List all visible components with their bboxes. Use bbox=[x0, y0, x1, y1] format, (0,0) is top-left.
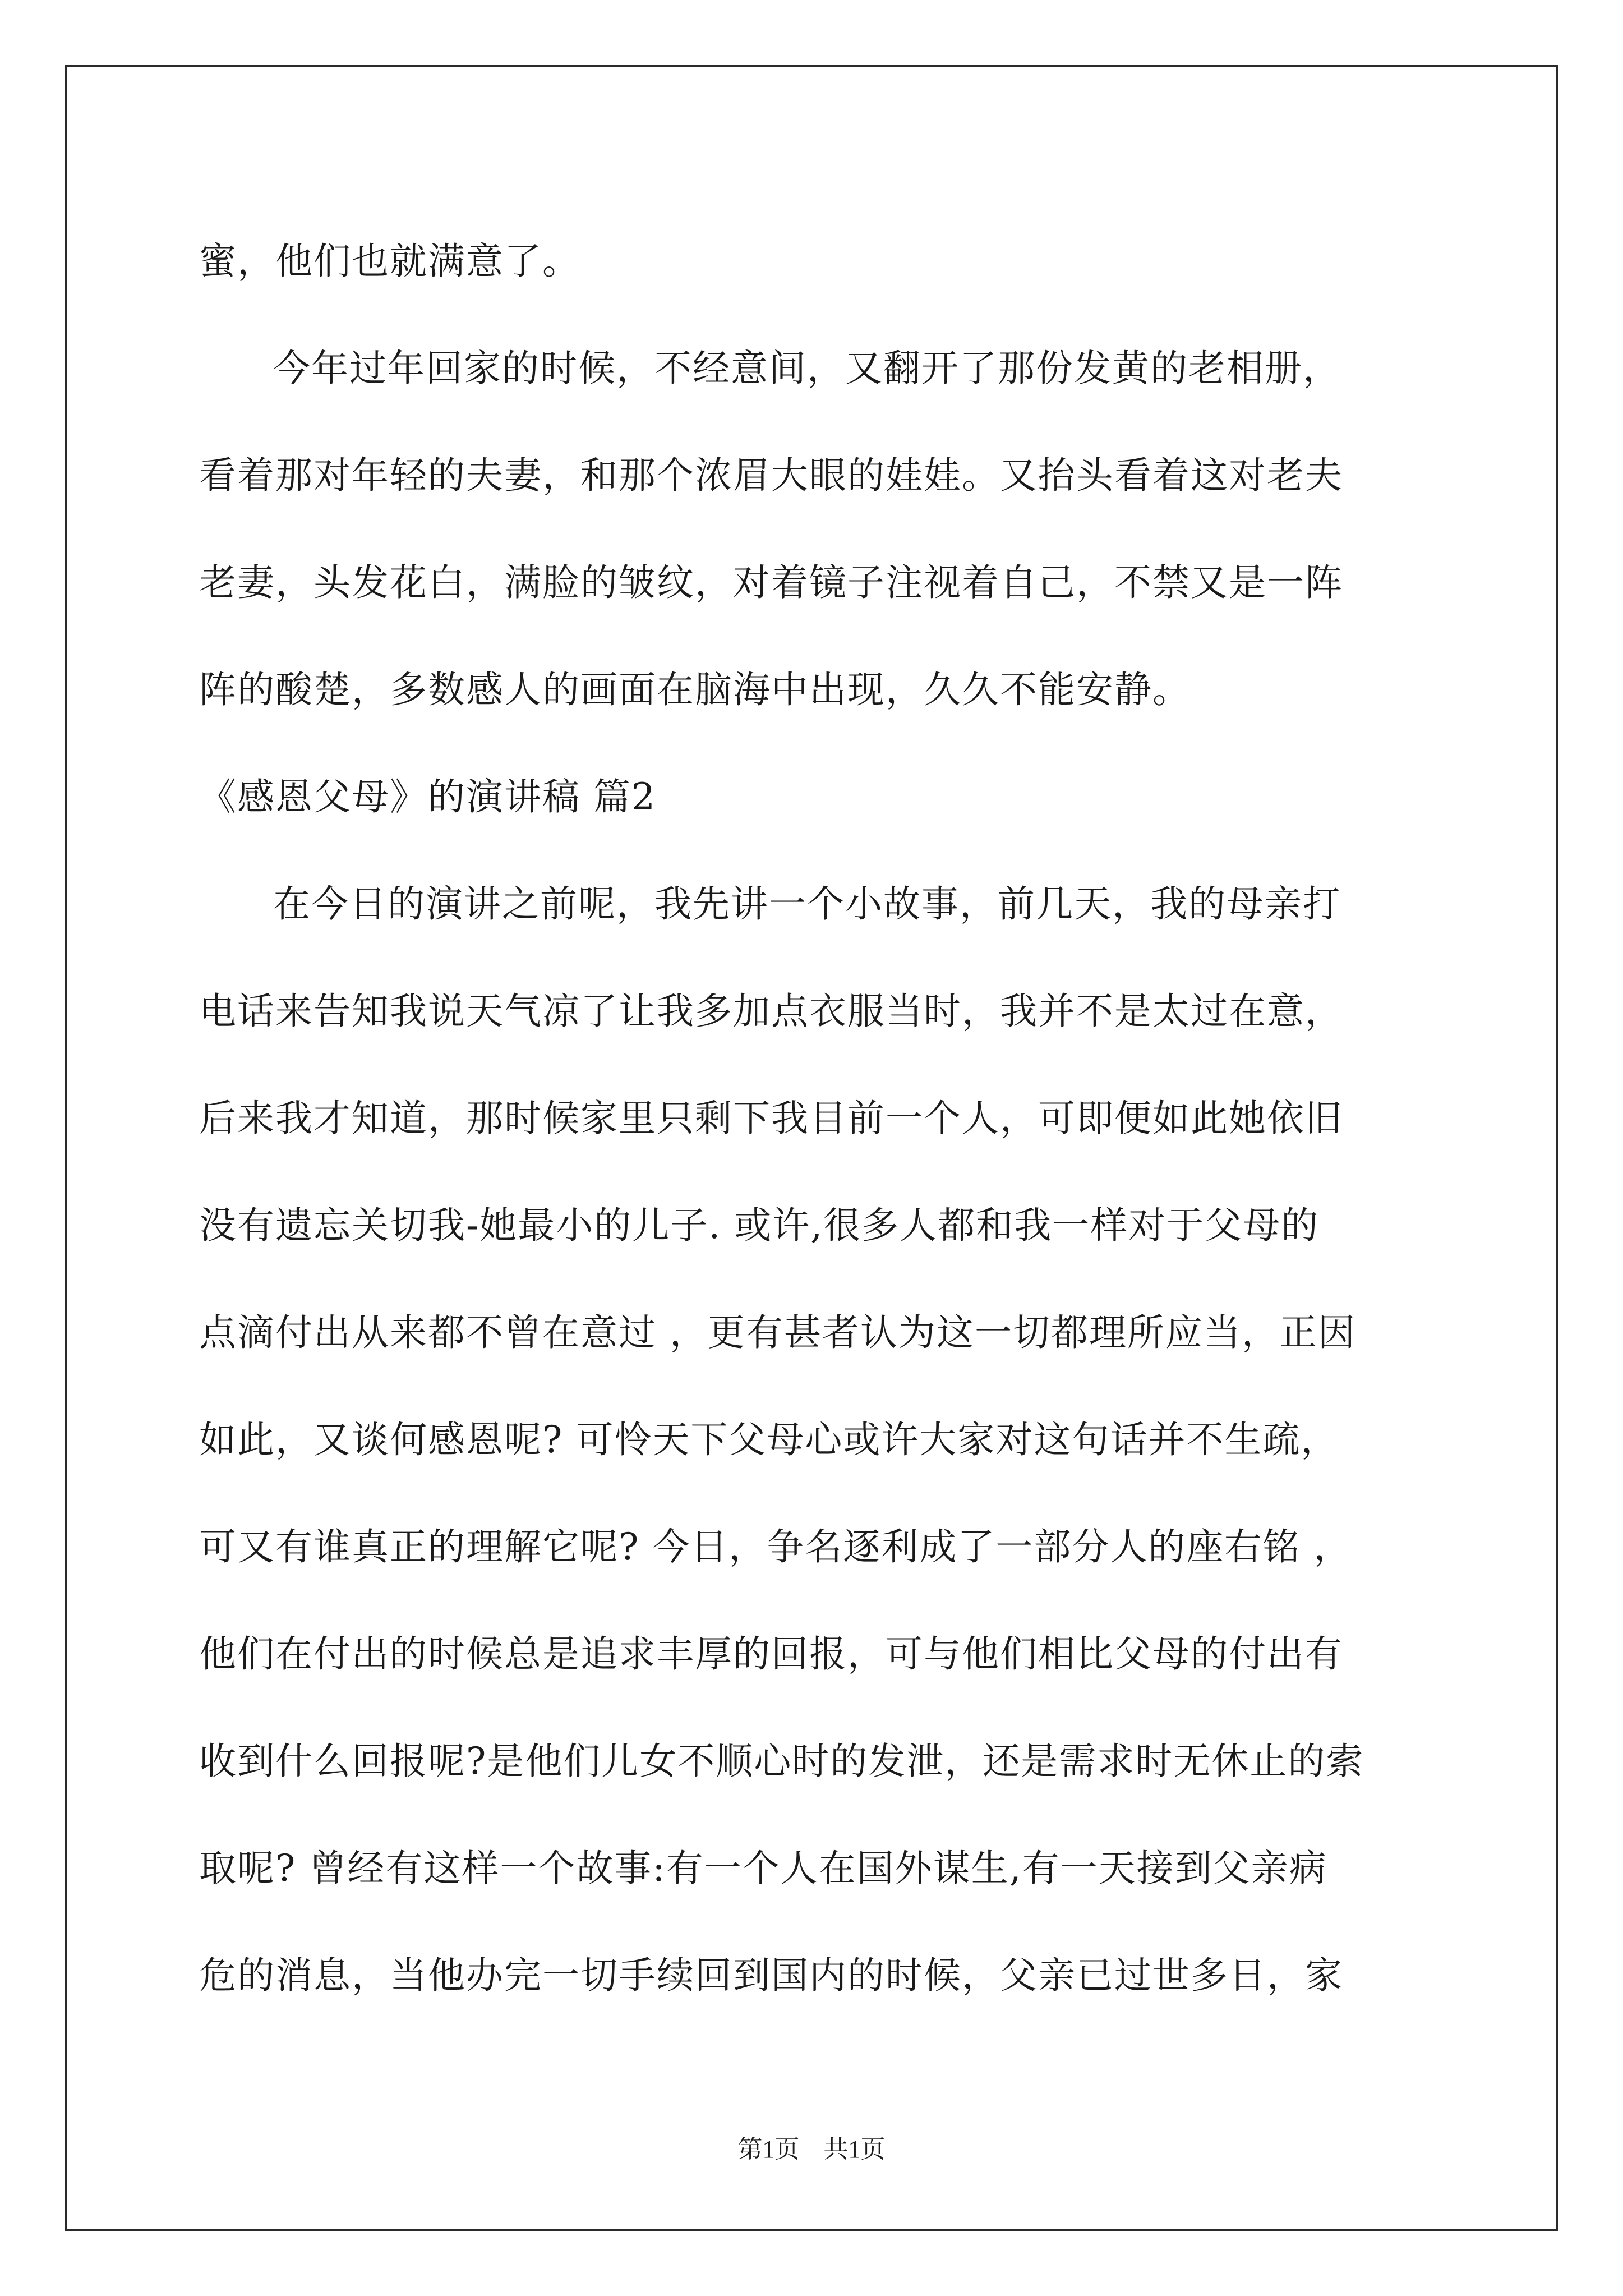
text-line: 如此，又谈何感恩呢? 可怜天下父母心或许大家对这句话并不生疏， bbox=[199, 1418, 1339, 1461]
section-heading: 《感恩父母》的演讲稿 篇2 bbox=[199, 775, 656, 818]
text-line: 收到什么回报呢?是他们儿女不顺心时的发泄，还是需求时无休止的索 bbox=[199, 1740, 1364, 1783]
text-line: 老妻，头发花白，满脸的皱纹，对着镜子注视着自己，不禁又是一阵 bbox=[199, 561, 1343, 604]
text-line: 点滴付出从来都不曾在意过 ，更有甚者认为这一切都理所应当，正因 bbox=[199, 1311, 1356, 1354]
document-body bbox=[199, 208, 1433, 2029]
text-line: 蜜，他们也就满意了。 bbox=[199, 240, 580, 283]
text-line: 他们在付出的时候总是追求丰厚的回报，可与他们相比父母的付出有 bbox=[199, 1632, 1343, 1676]
text-line: 取呢? 曾经有这样一个故事:有一个人在国外谋生,有一天接到父亲病 bbox=[199, 1847, 1327, 1890]
text-line: 没有遗忘关切我-她最小的儿子. 或许,很多人都和我一样对于父母的 bbox=[199, 1204, 1320, 1247]
text-line: 后来我才知道，那时候家里只剩下我目前一个人，可即便如此她依旧 bbox=[199, 1097, 1343, 1140]
text-line: 电话来告知我说天气凉了让我多加点衣服当时，我并不是太过在意， bbox=[199, 990, 1343, 1033]
paragraph-start-line: 在今日的演讲之前呢，我先讲一个小故事，前几天，我的母亲打 bbox=[273, 882, 1341, 926]
text-line: 阵的酸楚，多数感人的画面在脑海中出现，久久不能安静。 bbox=[199, 668, 1191, 711]
paragraph-start-line: 今年过年回家的时候，不经意间，又翻开了那份发黄的老相册， bbox=[273, 347, 1341, 390]
text-line: 可又有谁真正的理解它呢? 今日，争名逐利成了一部分人的座右铭 ， bbox=[199, 1525, 1352, 1568]
page-number-current: 第1页 bbox=[737, 2136, 800, 2163]
page-footer bbox=[0, 2129, 1623, 2165]
page-number-total: 共1页 bbox=[823, 2136, 886, 2163]
text-line: 看着那对年轻的夫妻，和那个浓眉大眼的娃娃。又抬头看着这对老夫 bbox=[199, 454, 1343, 497]
text-line: 危的消息，当他办完一切手续回到国内的时候，父亲已过世多日，家 bbox=[199, 1954, 1343, 1997]
